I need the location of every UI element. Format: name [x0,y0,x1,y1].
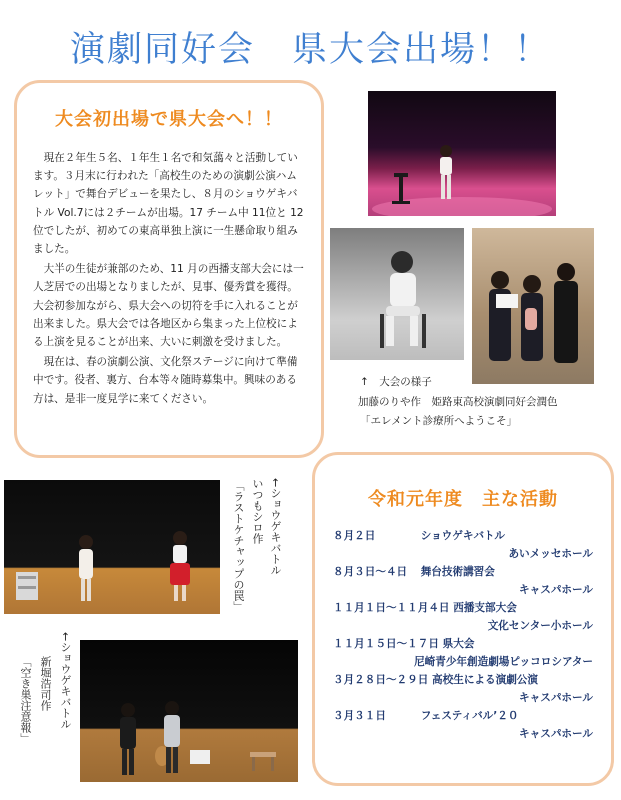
article-paragraph: 大半の生徒が兼部のため、11 月の西播支部大会には一人芝居での出場となりましたが、見事、優秀賞を獲得。大会初参加ながら、県大会への切符を手に入れることが出来ました。県大会では各地区から集まった上位校による上演を見ることが出来、大いに刺激を受けました。 [33,263,304,349]
battle1-caption-line3: 「ラストケチャップの罠」 [232,480,245,612]
schedule-venue: 文化センター小ホール [487,620,593,632]
schedule-date: ８月２日 [333,530,376,542]
schedule-item [333,599,593,635]
schedule-venue: あいメッセホール [508,548,593,560]
article-box [14,80,324,458]
schedule-date: １１月１５日～１７日 [333,638,439,650]
schedule-event: 舞台技術講習会 [420,566,495,578]
page-title: 演劇同好会 県大会出場！！ [69,30,551,70]
schedule-date: ３月３１日 [333,710,386,722]
schedule-box [312,452,614,786]
article-heading: 大会初出場で県大会へ！！ [55,109,283,130]
schedule-date: ８月３日～４日 [333,566,408,578]
article-paragraph: 現在２年生５名、１年生１名で和気藹々と活動しています。３月末に行われた「高校生のための演劇公演ハムレット」で舞台デビューを果たし、８月のショウゲキバトル Vol.7には２チームが出場。17 チーム中 11位と 12 位でしたが、初めての東高単独上演に一生懸命取り組みました。 [33,152,304,256]
article-paragraph: 現在は、春の演劇公演、文化祭ステージに向けて準備中です。役者、裏方、台本等々随時募集中。興味のある方は、是非一度見学に来てください。 [33,356,298,405]
schedule-venue: 尼崎青少年創造劇場ピッコロシアター [414,656,593,668]
schedule-event: 県大会 [442,638,475,650]
battle2-caption-line3: 「空き巣注意報」 [19,656,32,744]
kentaikai-caption-line3: 「エレメント診療所へようこそ」 [360,415,518,427]
schedule-item [333,707,593,743]
schedule-venue: キャスパホール [519,692,593,704]
battle-stage-photo-1 [4,480,220,614]
schedule-event: 高校生による演劇公演 [432,674,538,686]
schedule-date: １１月１日～１１月４日 [333,602,450,614]
kentaikai-group-photo [472,228,594,384]
schedule-venue: キャスパホール [519,728,593,740]
schedule-event: フェスティバル’２０ [420,710,519,722]
kentaikai-solo-photo [330,228,464,360]
schedule-item [333,563,593,599]
schedule-item [333,671,593,707]
schedule-item [333,527,593,563]
schedule-venue: キャスパホール [519,584,593,596]
battle1-caption-line2: いつもシロ作 [251,478,264,544]
article-body [17,131,321,408]
schedule-event: 西播支部大会 [453,602,517,614]
battle2-caption-line1: ←ショウゲキバトル [59,632,72,730]
kentaikai-caption-line1: ↑ 大会の様子 [360,376,432,388]
kentaikai-stage-photo [368,91,556,216]
schedule-event: ショウゲキバトル [420,530,506,542]
schedule-date: ３月２８日～２９日 [333,674,429,686]
schedule-heading: 令和元年度 主な活動 [368,489,558,510]
battle2-caption-line2: 新堀浩司作 [39,656,52,711]
schedule-item [333,635,593,671]
kentaikai-caption-line2: 加藤のりや作 姫路東高校演劇同好会潤色 [358,396,558,408]
battle1-caption-line1: ←ショウゲキバトル [269,478,282,576]
battle-stage-photo-2 [80,640,298,782]
schedule-list [315,511,611,743]
